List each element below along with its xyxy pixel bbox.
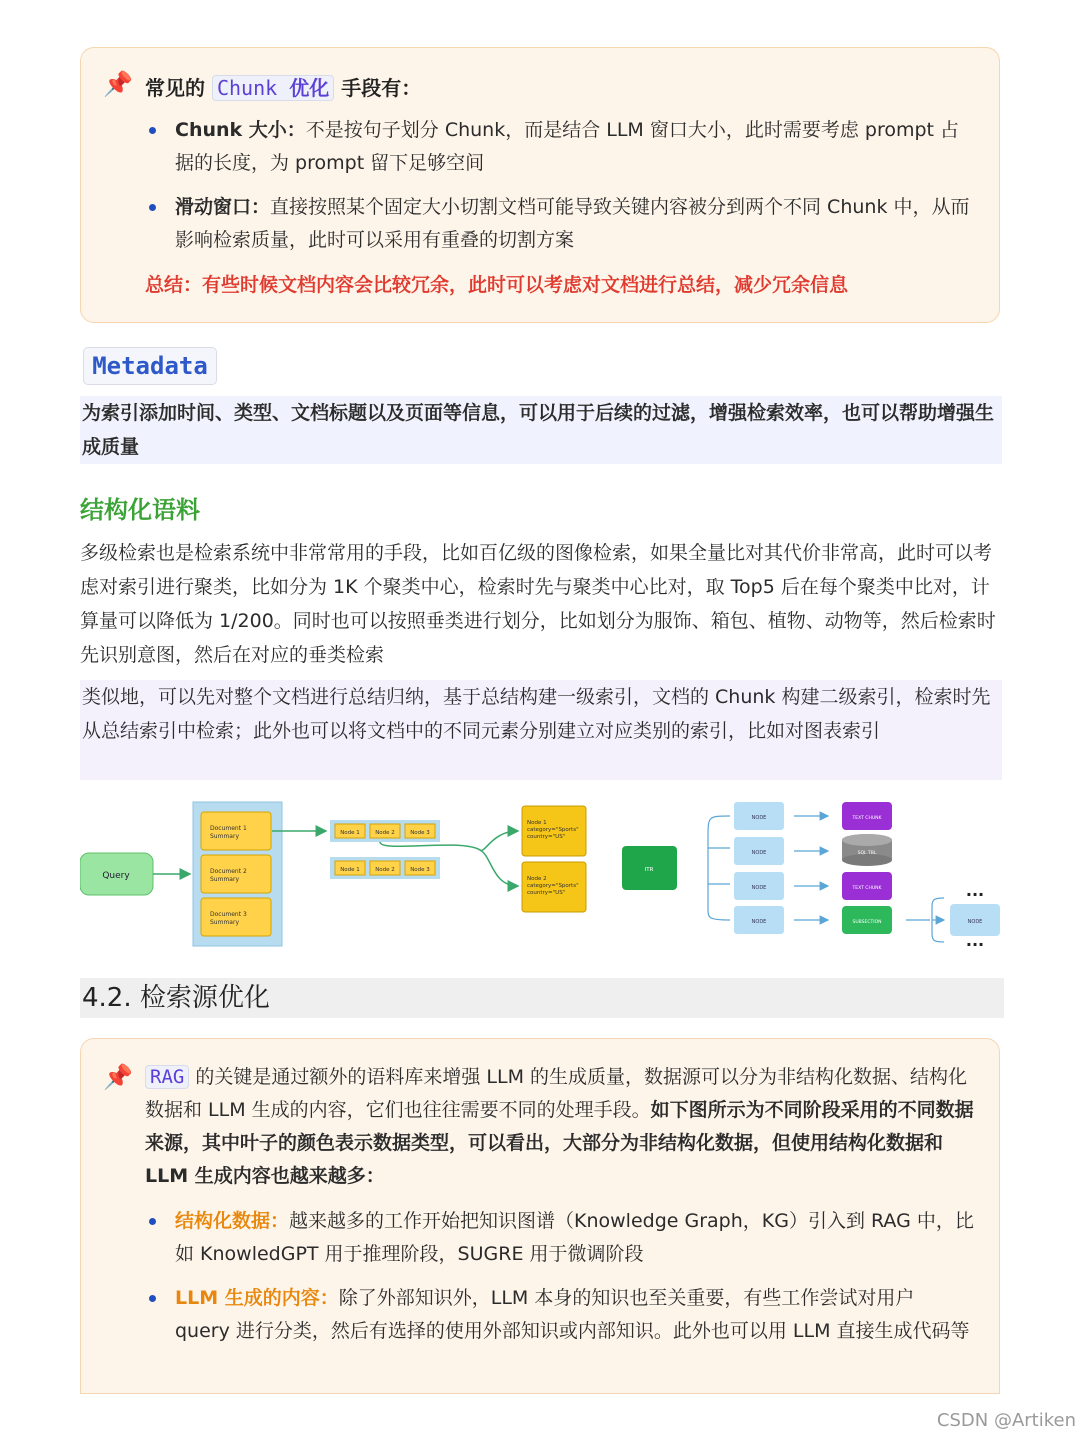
chunk-optimization-callout [80, 47, 1000, 323]
svg-text:NODE: NODE [751, 919, 767, 925]
list-item: LLM 生成的内容：除了外部知识外，LLM 本身的知识也至关重要，有些工作尝试对用户 query 进行分类，然后有选择的使用外部知识或内部知识。此外也可以用 LLM 直接生成代码等 [145, 1282, 975, 1348]
paragraph: 多级检索也是检索系统中非常常用的手段，比如百亿级的图像检索，如果全量比对其代价非常高，此时可以考虑对索引进行聚类，比如分为 1K 个聚类中心，检索时先与聚类中心比对，取 Top5 后在每个聚类中比对，计算量可以降低为 1/200。同时也可以按照垂类进行划分，比如划分为服饰、箱包、植物、动物等，然后检索时先识别意图，然后在对应的垂类检索 [80, 542, 996, 666]
callout-paragraph: RAG 的关键是通过额外的语料库来增强 LLM 的生成质量，数据源可以分为非结构化数据、结构化数据和 LLM 生成的内容，它们也往往需要不同的处理手段。如下图所示为不同阶段采用的不同数据来源，其中叶子的颜色表示数据类型，可以看出，大部分为非结构化数据，但使用结构化数据和 LLM 生成内容也越来越多： [145, 1066, 974, 1187]
doc-summary-1 [201, 812, 271, 850]
svg-text:Summary: Summary [210, 833, 239, 840]
svg-text:Node 3: Node 3 [410, 867, 430, 873]
list-item: 滑动窗口：直接按照某个固定大小切割文档可能导致关键内容被分到两个不同 Chunk 中，从而影响检索质量，此时可以采用有重叠的切割方案 [145, 191, 975, 257]
pushpin-icon: 📌 [103, 1063, 133, 1091]
list-item: Chunk 大小：不是按句子划分 Chunk，而是结合 LLM 窗口大小，此时需要考虑 prompt 占据的长度，为 prompt 留下足够空间 [145, 114, 975, 180]
svg-text:Document 2: Document 2 [210, 868, 247, 875]
paragraph-highlighted: 类似地，可以先对整个文档进行总结归纳，基于总结构建一级索引，文档的 Chunk 构建二级索引，检索时先从总结索引中检索；此外也可以将文档中的不同元素分别建立对应类别的索引，比如对图表索引 [80, 680, 1002, 780]
right-nodes [734, 802, 784, 934]
svg-text:TEXT CHUNK: TEXT CHUNK [852, 886, 882, 891]
svg-text:Node 2: Node 2 [375, 867, 395, 873]
doc-summary-3 [201, 898, 271, 936]
retrieval-diagram [80, 798, 1002, 950]
node-row-1-items [335, 824, 435, 838]
watermark: CSDN @Artiken [936, 1410, 1076, 1431]
svg-text:SQL TBL: SQL TBL [857, 851, 877, 856]
center-node [622, 846, 677, 890]
metadata-heading: Metadata [83, 347, 217, 385]
section-title-4-2: 4.2. 检索源优化 [80, 978, 1004, 1018]
ellipsis-bottom: ... [965, 931, 985, 950]
svg-text:Summary: Summary [210, 876, 239, 883]
query-group [80, 853, 153, 895]
callout-list [145, 114, 975, 268]
svg-text:SUBSECTION: SUBSECTION [852, 920, 882, 925]
svg-text:NODE: NODE [751, 850, 767, 856]
svg-text:TEXT CHUNK: TEXT CHUNK [852, 816, 882, 821]
ellipsis-top: ... [965, 881, 985, 900]
svg-text:NODE: NODE [751, 885, 767, 891]
svg-text:Summary: Summary [210, 919, 239, 926]
svg-text:Document 3: Document 3 [210, 911, 247, 918]
callout-list [145, 1205, 975, 1359]
pushpin-icon: 📌 [103, 70, 133, 98]
node-row-2-items [335, 861, 435, 875]
svg-text:Node 1: Node 1 [340, 867, 360, 873]
inline-code: Chunk 优化 [212, 75, 334, 101]
svg-text:category="Sports": category="Sports" [527, 827, 579, 833]
svg-text:country="US": country="US" [527, 890, 566, 896]
svg-text:NODE: NODE [751, 815, 767, 821]
callout-heading: 常见的 Chunk 优化 手段有： [145, 76, 422, 100]
svg-text:Node 3: Node 3 [410, 830, 430, 836]
query-label: Query [102, 871, 130, 881]
svg-text:NODE: NODE [967, 919, 983, 925]
svg-text:Node 2: Node 2 [375, 830, 395, 836]
callout-summary: 总结：有些时候文档内容会比较冗余，此时可以考虑对文档进行总结，减少冗余信息 [145, 274, 849, 296]
svg-text:Node 1: Node 1 [527, 820, 547, 826]
svg-text:Document 1: Document 1 [210, 825, 247, 832]
meta-node-1 [522, 806, 586, 856]
svg-text:Node 1: Node 1 [340, 830, 360, 836]
metadata-description: 为索引添加时间、类型、文档标题以及页面等信息，可以用于后续的过滤，增强检索效率，也可以帮助增强生成质量 [80, 396, 1002, 464]
svg-text:country="US": country="US" [527, 834, 566, 840]
doc-summary-2 [201, 855, 271, 893]
rag-source-callout [80, 1038, 1000, 1394]
svg-text:category="Sports": category="Sports" [527, 883, 579, 889]
section-title-structured: 结构化语料 [80, 496, 200, 524]
inline-code: RAG [145, 1065, 189, 1089]
svg-text:Node 2: Node 2 [527, 876, 547, 882]
right-targets [842, 802, 892, 934]
svg-text:ITR: ITR [644, 867, 654, 873]
list-item: 结构化数据：越来越多的工作开始把知识图谱（Knowledge Graph，KG）引入到 RAG 中，比如 KnowledGPT 用于推理阶段，SUGRE 用于微调阶段 [145, 1205, 975, 1271]
meta-node-2 [522, 862, 586, 912]
